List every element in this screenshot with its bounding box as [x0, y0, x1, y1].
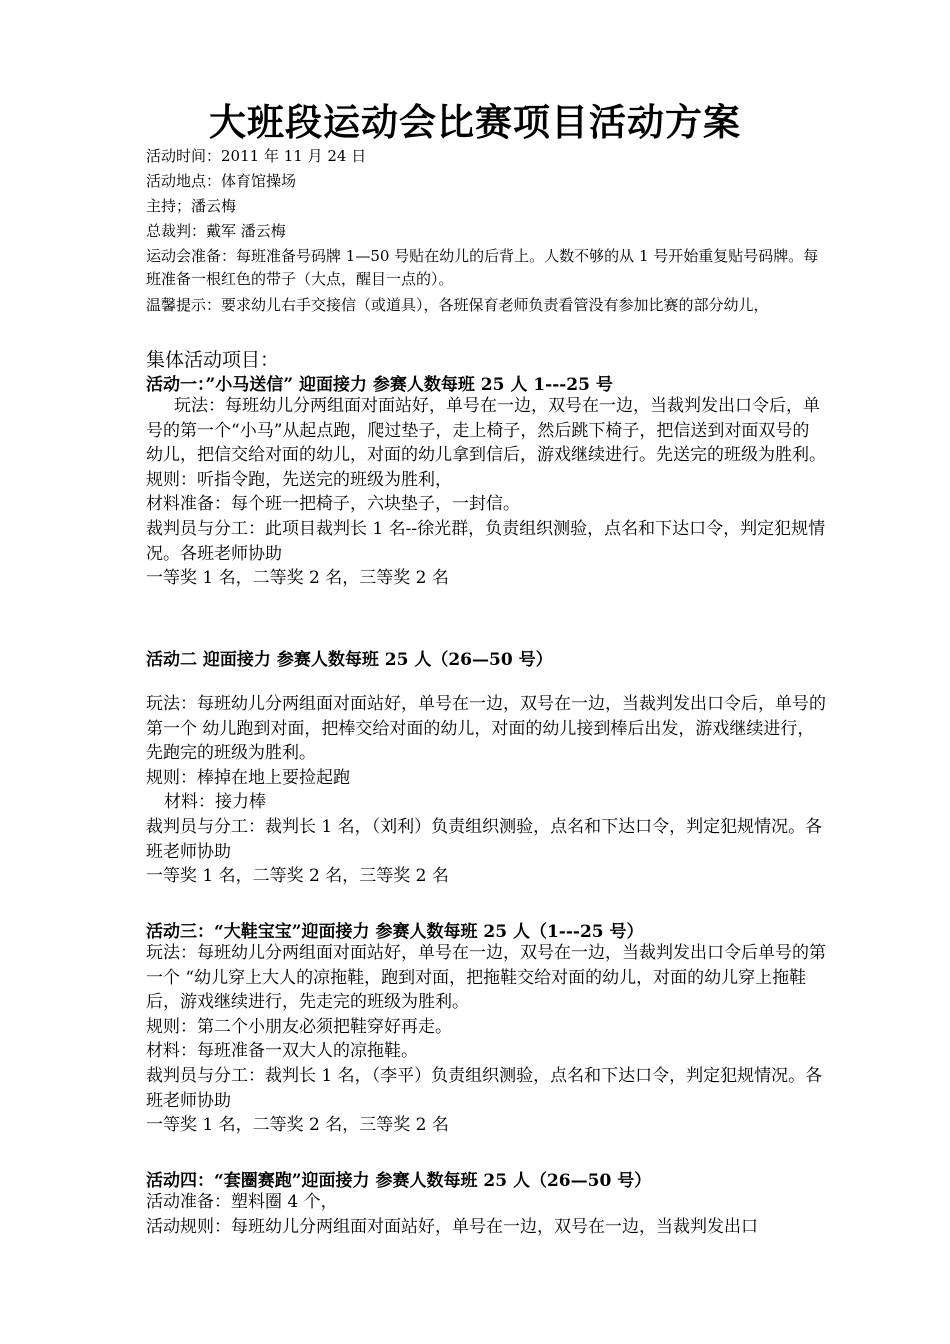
activity-3-judge: 裁判员与分工：裁判长 1 名，（李平）负责组织测验，点名和下达口令，判定犯规情况。各班老师协助	[146, 1065, 823, 1111]
info-tip: 温馨提示：要求幼儿右手交接信（或道具），各班保育老师负责看管没有参加比赛的部分幼儿，	[146, 296, 769, 314]
info-place: 活动地点：体育馆操场	[146, 172, 297, 190]
activity-3-material: 材料：每班准备一双大人的凉拖鞋。	[146, 1041, 418, 1062]
activity-2-material: 材料：接力棒	[164, 792, 266, 813]
activity-1-prize: 一等奖 1 名，二等奖 2 名，三等奖 2 名	[146, 568, 449, 589]
info-referee: 总裁判：戴军 潘云梅	[146, 222, 286, 240]
info-time: 活动时间：2011 年 11 月 24 日	[146, 147, 367, 165]
activity-1-heading: 活动一：”小马送信” 迎面接力 参赛人数每班 25 人 1---25 号	[146, 375, 613, 395]
activity-2-play: 玩法：每班幼儿分两组面对面站好，单号在一边，双号在一边，当裁判发出口令后，单号的第一个 幼儿跑到对面，把棒交给对面的幼儿，对面的幼儿接到棒后出发，游戏继续进行，先跑完的班级为胜利。	[146, 694, 826, 764]
activity-2-body	[146, 692, 826, 889]
activity-3-rule: 规则：第二个小朋友必须把鞋穿好再走。	[146, 1016, 452, 1037]
activity-3-prize: 一等奖 1 名，二等奖 2 名，三等奖 2 名	[146, 1115, 449, 1136]
page-title: 大班段运动会比赛项目活动方案	[209, 100, 741, 144]
activity-1-judge: 裁判员与分工：此项目裁判长 1 名--徐光群，负责组织测验，点名和下达口令，判定犯规情况。各班老师协助	[146, 518, 826, 564]
activity-4-body	[146, 1190, 826, 1239]
activity-1-material: 材料准备：每个班一把椅子，六块垫子，一封信。	[146, 494, 520, 515]
activity-2-prize: 一等奖 1 名，二等奖 2 名，三等奖 2 名	[146, 866, 449, 887]
activity-3-body	[146, 941, 826, 1138]
activity-3-heading: 活动三：“大鞋宝宝”迎面接力 参赛人数每班 25 人（1---25 号）	[146, 922, 644, 942]
activity-4-rule: 活动规则：每班幼儿分两组面对面站好，单号在一边，双号在一边，当裁判发出口	[146, 1216, 758, 1237]
info-prep: 运动会准备：每班准备号码牌 1—50 号贴在幼儿的后背上。人数不够的从 1 号开始重复贴号码牌。每班准备一根红色的带子（大点，醒目一点的）。	[146, 247, 819, 288]
activity-2-heading: 活动二 迎面接力 参赛人数每班 25 人（26—50 号）	[146, 650, 553, 670]
info-host: 主持；潘云梅	[146, 197, 237, 215]
activity-1-play: 玩法：每班幼儿分两组面对面站好，单号在一边，双号在一边，当裁判发出口令后，单号的第一个“小马”从起点跑，爬过垫子，走上椅子，然后跳下椅子，把信送到对面双号的幼儿，把信交给对面的幼儿，对面的幼儿拿到信后，游戏继续进行。先送完的班级为胜利。	[146, 396, 826, 466]
activity-4-heading: 活动四：“套圈赛跑”迎面接力 参赛人数每班 25 人（26—50 号）	[146, 1171, 652, 1191]
activity-1-body	[146, 394, 826, 591]
activity-2-judge: 裁判员与分工：裁判长 1 名，（刘利）负责组织测验，点名和下达口令，判定犯规情况。各班老师协助	[146, 816, 823, 862]
activity-1-rule: 规则：听指令跑，先送完的班级为胜利，	[146, 469, 452, 490]
activity-2-rule: 规则：棒掉在地上要捡起跑	[146, 767, 350, 788]
activity-3-play: 玩法：每班幼儿分两组面对面站好，单号在一边，双号在一边，当裁判发出口令后单号的第一个 “幼儿穿上大人的凉拖鞋，跑到对面，把拖鞋交给对面的幼儿，对面的幼儿穿上拖鞋后，游戏继续进行，先走完的班级为胜利。	[146, 943, 826, 1013]
activity-4-prep: 活动准备：塑料圈 4 个，	[146, 1192, 338, 1212]
section-title: 集体活动项目：	[146, 349, 280, 371]
